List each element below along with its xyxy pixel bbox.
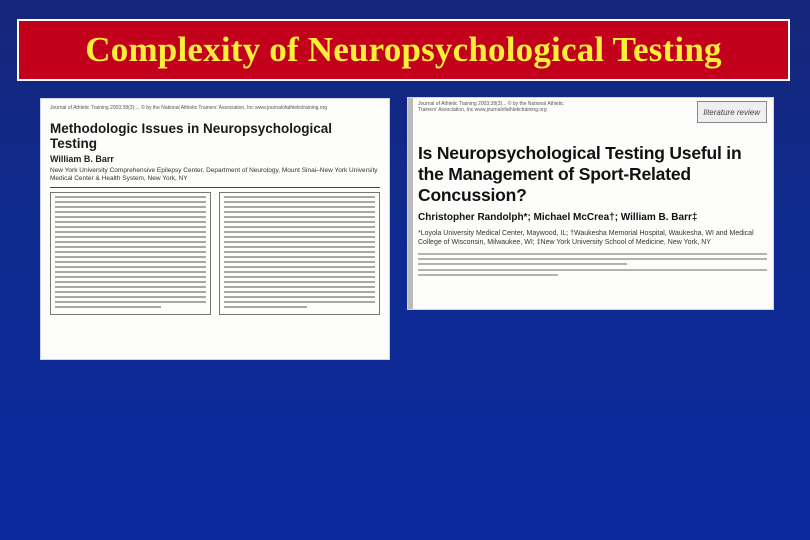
- journal-header: Journal of Athletic Training 2003;38(3)... © by the National Athletic Trainers' Association, Inc www.journalofathletictraining.org: [418, 101, 564, 113]
- abstract-columns: [50, 192, 380, 315]
- abstract-box: [50, 192, 211, 315]
- article-title: Methodologic Issues in Neuropsychological Testing: [50, 121, 333, 151]
- abstract-box-continued: [219, 192, 380, 315]
- article-right: [407, 97, 774, 310]
- article-author: William B. Barr: [50, 154, 114, 164]
- page-edge: [408, 98, 413, 309]
- article-affiliation: *Loyola University Medical Center, Maywood, IL; †Waukesha Memorial Hospital, Waukesha, WI and Medical College of Wisconsin, Milwaukee, WI; ‡New York University School of Medicine, New York, NY: [418, 230, 754, 246]
- section-tag: literature review: [697, 101, 767, 123]
- divider: [50, 187, 380, 188]
- slide-title: Complexity of Neuropsychological Testing: [85, 30, 722, 69]
- article-notes: [418, 253, 767, 276]
- journal-header: Journal of Athletic Training 2003;38(3):... © by the National Athletic Trainers' Association, Inc www.journalofathletictraining.org: [50, 105, 328, 111]
- article-authors: Christopher Randolph*; Michael McCrea†; William B. Barr‡: [418, 212, 698, 223]
- slide-title-bar: [17, 19, 790, 81]
- article-left: [40, 98, 390, 360]
- article-header-row: [418, 101, 767, 123]
- article-affiliation: New York University Comprehensive Epilepsy Center, Department of Neurology, Mount Sinai–New York University Medical Center & Health System, New York, NY: [50, 167, 378, 182]
- article-title: Is Neuropsychological Testing Useful in the Management of Sport-Related Concussion?: [418, 143, 742, 205]
